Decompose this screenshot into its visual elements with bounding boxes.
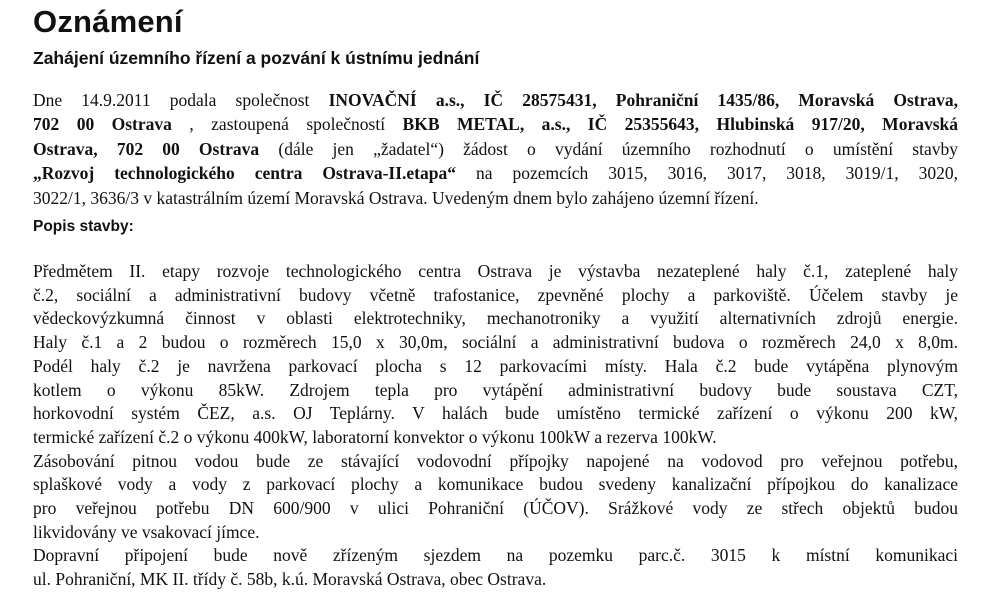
page-title: Oznámení	[33, 4, 183, 39]
body-line: kotlem o výkonu 85kW. Zdrojem tepla pro vytápění administrativní budovy bude soustava CZT,	[33, 379, 958, 400]
intro-line-1	[33, 88, 958, 112]
intro-text-2: , zastoupená společností	[171, 114, 403, 135]
body-line: Haly č.1 a 2 budou o rozměrech 15,0 x 30,0m, sociální a administrativní budova o rozměrech 24,0 x 8,0m.	[33, 332, 958, 353]
description-body	[33, 260, 958, 592]
body-line: likvidovány ve vsakovací jímce.	[33, 521, 260, 542]
body-line: ul. Pohraniční, MK II. třídy č. 58b, k.ú. Moravská Ostrava, obec Ostrava.	[33, 569, 547, 590]
applicant-name: INOVAČNÍ a.s., IČ 28575431, Pohraniční 1435/86, Moravská Ostrava,	[328, 90, 958, 110]
applicant-city: 702 00 Ostrava	[33, 114, 172, 135]
body-line: pro veřejnou potřebu DN 600/900 v ulici Pohraniční (ÚČOV). Srážkové vody ze střech objektů budou	[33, 498, 958, 519]
intro-text-3: (dále jen „žadatel“) žádost o vydání územního rozhodnutí o umístění stavby	[259, 138, 958, 159]
intro-text-1: Dne 14.9.2011 podala společnost	[33, 90, 329, 110]
body-line: č.2, sociální a administrativní budovy včetně trafostanice, zpevněné plochy a parkoviště. Účelem stavby je	[33, 284, 958, 305]
body-line: Podél haly č.2 je navržena parkovací plocha s 12 parkovacími místy. Hala č.2 bude vytápěna plynovým	[33, 355, 958, 376]
intro-line-5: 3022/1, 3636/3 v katastrálním území Moravská Ostrava. Uvedeným dnem bylo zahájeno územní řízení.	[33, 187, 759, 208]
intro-line-4	[33, 161, 958, 185]
intro-text-4: na pozemcích 3015, 3016, 3017, 3018, 3019/1, 3020,	[456, 163, 958, 184]
body-line: splaškové vody a vody z parkovací plochy a komunikace budou svedeny kanalizační přípojkou do kanalizace	[33, 474, 958, 495]
representative-city: Ostrava, 702 00 Ostrava	[33, 138, 260, 159]
page-subtitle: Zahájení územního řízení a pozvání k ústnímu jednání	[33, 48, 480, 68]
body-line: Předmětem II. etapy rozvoje technologického centra Ostrava je výstavba nezateplené haly č.1, zateplené haly	[33, 261, 958, 281]
body-line: Dopravní připojení bude nově zřízeným sjezdem na pozemku parc.č. 3015 k místní komunikaci	[33, 545, 958, 566]
body-line: horkovodní systém ČEZ, a.s. OJ Teplárny. V halách bude umístěno termické zařízení o výkonu 200 kW,	[33, 403, 958, 424]
intro-line-3	[33, 137, 958, 161]
intro-paragraph	[33, 88, 958, 210]
body-line: Zásobování pitnou vodou bude ze stávající vodovodní přípojky napojené na vodovod pro veřejnou potřebu,	[33, 450, 958, 471]
body-line: termické zařízení č.2 o výkonu 400kW, laboratorní konvektor o výkonu 100kW a rezerva 100kW.	[33, 426, 717, 447]
representative-name: BKB METAL, a.s., IČ 25355643, Hlubinská 917/20, Moravská	[402, 114, 958, 135]
body-line: vědeckovýzkumná činnost v oblasti elektrotechniky, mechanotroniky a využití alternativních zdrojů energie.	[33, 308, 958, 329]
project-name: „Rozvoj technologického centra Ostrava-II.etapa“	[33, 163, 456, 184]
section-heading-popis: Popis stavby:	[33, 218, 134, 235]
intro-line-2	[33, 112, 958, 136]
